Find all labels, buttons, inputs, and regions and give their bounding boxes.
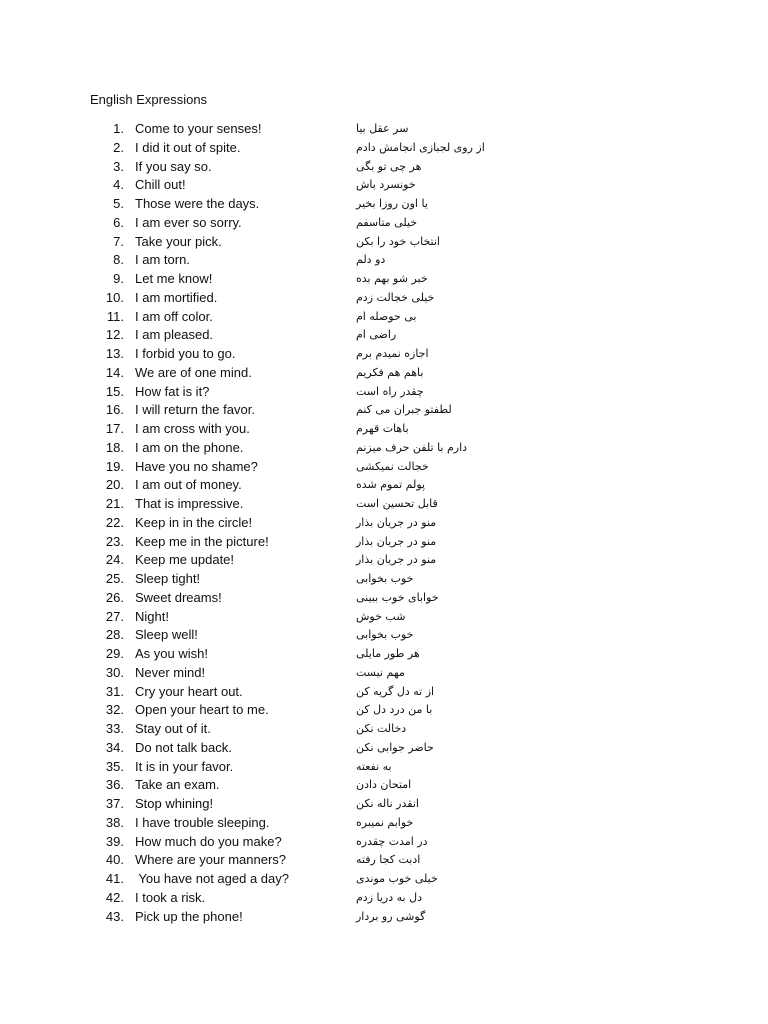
persian-translation: خوابم نمیبره (356, 815, 414, 829)
list-item (0, 533, 768, 552)
english-expression: I am cross with you. (135, 421, 250, 436)
list-item (0, 420, 768, 439)
persian-translation: انتخاب خود را بکن (356, 234, 440, 248)
english-expression: I am off color. (135, 308, 213, 324)
document-title: English Expressions (90, 92, 208, 107)
persian-translation: دخالت نکن (356, 722, 407, 735)
item-number: 22. (105, 514, 124, 530)
item-number: 9. (113, 271, 124, 286)
persian-translation: چقدر راه است (356, 384, 424, 398)
persian-translation: منو در جریان بذار (356, 534, 437, 548)
english-expression: Keep in in the circle! (135, 514, 253, 530)
list-item (0, 589, 768, 608)
item-number: 12. (105, 327, 124, 343)
item-number: 41. (105, 871, 124, 886)
item-number: 6. (113, 214, 124, 230)
english-expression: Open your heart to me. (135, 702, 269, 718)
list-item (0, 439, 768, 458)
item-number: 29. (105, 646, 124, 661)
persian-translation: منو در جریان بذار (356, 553, 437, 567)
persian-translation: راضی ام (356, 328, 397, 342)
list-item (0, 195, 768, 214)
list-item (0, 664, 768, 683)
english-expression: Sleep well! (135, 627, 198, 643)
list-item (0, 645, 768, 664)
item-number: 8. (113, 252, 124, 268)
english-expression: I will return the favor. (135, 402, 255, 418)
list-item (0, 908, 768, 927)
english-expression: Chill out! (135, 177, 186, 193)
persian-translation: اجازه نمیدم برم (356, 347, 429, 360)
english-expression: Never mind! (135, 664, 206, 680)
persian-translation: ادبت کجا رفته (356, 853, 421, 867)
item-number: 31. (105, 683, 124, 699)
item-number: 42. (105, 889, 124, 905)
item-number: 20. (105, 477, 124, 493)
english-expression: Keep me in the picture! (135, 533, 269, 549)
persian-translation: خجالت نمیکشی (356, 459, 429, 473)
english-expression: We are of one mind. (135, 364, 252, 380)
item-number: 25. (105, 571, 124, 586)
english-expression: Do not talk back. (135, 739, 232, 755)
english-expression: Where are your manners? (135, 852, 287, 868)
item-number: 11. (106, 308, 124, 324)
persian-translation: خوب بخوابی (356, 572, 414, 585)
english-expression: That is impressive. (135, 496, 244, 511)
list-item (0, 795, 768, 814)
list-item (0, 776, 768, 795)
item-number: 14. (105, 364, 124, 380)
list-item (0, 364, 768, 383)
list-item (0, 758, 768, 777)
list-item (0, 870, 768, 889)
expressions-list (0, 120, 768, 926)
list-item (0, 233, 768, 252)
list-item (0, 458, 768, 477)
persian-translation: با من درد دل کن (356, 703, 433, 717)
item-number: 4. (113, 177, 124, 193)
list-item (0, 626, 768, 645)
persian-translation: منو در جریان بذار (356, 515, 437, 529)
english-expression: Stay out of it. (135, 721, 211, 736)
english-expression: Take your pick. (135, 233, 222, 249)
persian-translation: از روی لجبازی انجامش دادم (356, 140, 485, 154)
list-item (0, 476, 768, 495)
item-number: 1. (113, 121, 124, 136)
list-item (0, 570, 768, 589)
english-expression: Come to your senses! (135, 121, 262, 136)
persian-translation: قابل تحسین است (356, 497, 438, 510)
persian-translation: امتحان دادن (356, 778, 412, 792)
persian-translation: هر چی تو بگی (356, 159, 422, 173)
english-expression: I am ever so sorry. (135, 214, 242, 230)
item-number: 13. (105, 346, 124, 361)
persian-translation: دارم با تلفن حرف میزنم (356, 440, 468, 454)
list-item (0, 176, 768, 195)
persian-translation: در امدت چقدره (356, 834, 428, 848)
item-number: 40. (105, 852, 124, 868)
list-item (0, 345, 768, 364)
persian-translation: باهم هم فکریم (356, 365, 424, 379)
english-expression: I am mortified. (135, 289, 218, 305)
english-expression: Let me know! (135, 271, 213, 286)
english-expression: I forbid you to go. (135, 346, 236, 361)
list-item (0, 701, 768, 720)
persian-translation: لطفتو جبران می کنم (356, 403, 452, 417)
item-number: 28. (105, 627, 124, 643)
persian-translation: هر طور مایلی (356, 647, 420, 660)
english-expression: Stop whining! (135, 796, 214, 811)
english-expression: How much do you make? (135, 833, 282, 849)
english-expression: I took a risk. (135, 889, 206, 905)
persian-translation: خیلی متاسفم (356, 215, 418, 229)
persian-translation: خونسرد باش (356, 178, 416, 192)
item-number: 5. (113, 196, 124, 211)
english-expression: How fat is it? (135, 383, 210, 399)
persian-translation: مهم نیست (356, 665, 405, 679)
english-expression: I did it out of spite. (135, 139, 241, 155)
english-expression: Cry your heart out. (135, 683, 243, 699)
list-item (0, 833, 768, 852)
english-expression: Sweet dreams! (135, 589, 222, 605)
persian-translation: خیلی خجالت زدم (356, 290, 435, 304)
item-number: 10. (105, 289, 124, 305)
item-number: 39. (105, 833, 124, 849)
list-item (0, 308, 768, 327)
persian-translation: خیلی خوب موندی (356, 872, 438, 885)
item-number: 3. (113, 158, 124, 174)
item-number: 16. (105, 402, 124, 418)
english-expression: Those were the days. (135, 196, 260, 211)
english-expression: I have trouble sleeping. (135, 814, 270, 830)
english-expression: It is in your favor. (135, 758, 234, 774)
list-item (0, 158, 768, 177)
list-item (0, 608, 768, 627)
persian-translation: حاضر جوابی نکن (356, 740, 434, 754)
item-number: 33. (105, 721, 124, 736)
english-expression: I am torn. (135, 252, 190, 268)
list-item (0, 683, 768, 702)
item-number: 35. (105, 758, 124, 774)
english-expression: Have you no shame? (135, 458, 258, 474)
persian-translation: گوشی رو بردار (356, 909, 426, 923)
persian-translation: از ته دل گریه کن (356, 684, 435, 698)
list-item (0, 551, 768, 570)
item-number: 30. (105, 664, 124, 680)
item-number: 34. (105, 739, 124, 755)
english-expression: Take an exam. (135, 777, 220, 793)
persian-translation: بی حوصله ام (356, 309, 417, 323)
item-number: 2. (113, 139, 124, 155)
list-item (0, 720, 768, 739)
english-expression: I am on the phone. (135, 439, 244, 455)
item-number: 43. (105, 908, 124, 924)
list-item (0, 401, 768, 420)
english-expression: Night! (135, 608, 169, 624)
item-number: 24. (105, 552, 124, 568)
persian-translation: دل به دریا زدم (356, 890, 422, 904)
list-item (0, 214, 768, 233)
persian-translation: خوب بخوابی (356, 628, 414, 642)
list-item (0, 139, 768, 158)
item-number: 23. (105, 533, 124, 549)
item-number: 21. (105, 496, 124, 511)
persian-translation: پولم تموم شده (356, 478, 426, 492)
item-number: 27. (105, 608, 124, 624)
item-number: 18. (105, 439, 124, 455)
list-item (0, 270, 768, 289)
list-item (0, 889, 768, 908)
english-expression: I am out of money. (135, 477, 242, 493)
english-expression: Sleep tight! (135, 571, 201, 586)
list-item (0, 851, 768, 870)
persian-translation: شب خوش (356, 609, 406, 623)
list-item (0, 120, 768, 139)
persian-translation: دو دلم (356, 253, 386, 267)
list-item (0, 495, 768, 514)
item-number: 36. (105, 777, 124, 793)
list-item (0, 251, 768, 270)
list-item (0, 383, 768, 402)
list-item (0, 739, 768, 758)
english-expression: Keep me update! (135, 552, 235, 568)
item-number: 32. (105, 702, 124, 718)
persian-translation: به نفعته (356, 759, 392, 773)
list-item (0, 326, 768, 345)
list-item (0, 514, 768, 533)
list-item (0, 814, 768, 833)
item-number: 17. (105, 421, 124, 436)
persian-translation: خوابای خوب ببینی (356, 590, 439, 604)
item-number: 19. (105, 458, 124, 474)
persian-translation: باهات قهرم (356, 422, 409, 435)
item-number: 26. (105, 589, 124, 605)
english-expression: I am pleased. (135, 327, 214, 343)
english-expression: If you say so. (135, 158, 212, 174)
english-expression: You have not aged a day? (135, 871, 289, 886)
english-expression: Pick up the phone! (135, 908, 243, 924)
item-number: 7. (113, 233, 124, 249)
persian-translation: خبر شو بهم بده (356, 272, 428, 285)
persian-translation: سر عقل بیا (356, 122, 409, 135)
item-number: 37. (105, 796, 124, 811)
item-number: 38. (105, 814, 124, 830)
item-number: 15. (105, 383, 124, 399)
list-item (0, 289, 768, 308)
persian-translation: یا اون روزا بخیر (356, 197, 428, 210)
persian-translation: انقدر ناله نکن (356, 797, 419, 810)
english-expression: As you wish! (135, 646, 208, 661)
